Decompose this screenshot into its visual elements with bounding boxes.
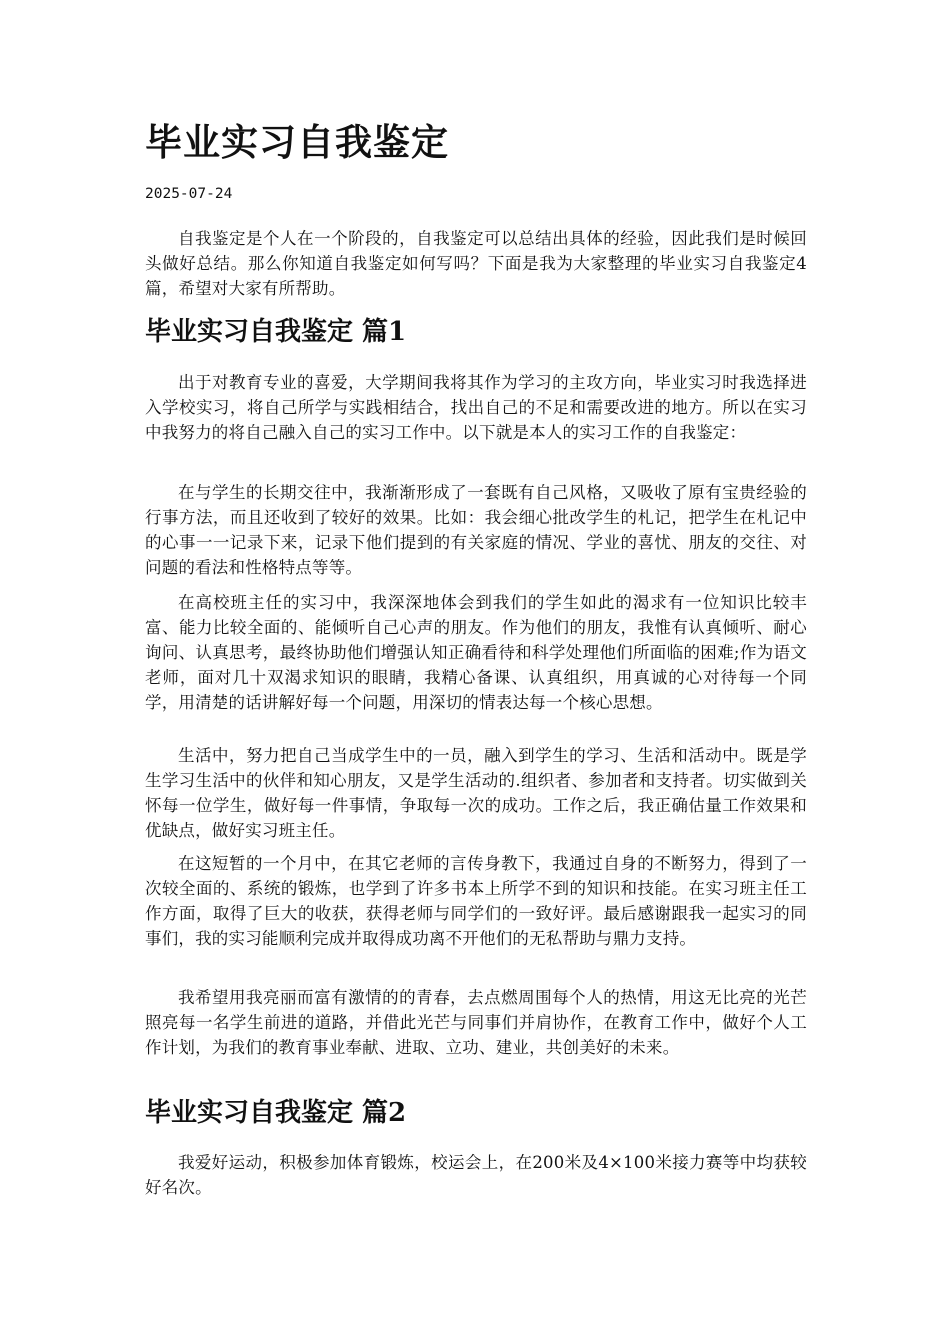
body-paragraph: 生活中，努力把自己当成学生中的一员，融入到学生的学习、生活和活动中。既是学生学习生活中的伙伴和知心朋友，又是学生活动的.组织者、参加者和支持者。切实做到关怀每一位学生，做好每一件事情，争取每一次的成功。工作之后，我正确估量工作效果和优缺点，做好实习班主任。 — [145, 746, 807, 840]
body-paragraph: 在高校班主任的实习中，我深深地体会到我们的学生如此的渴求有一位知识比较丰富、能力比较全面的、能倾听自己心声的朋友。作为他们的朋友，我惟有认真倾听、耐心询问、认真思考，最终协助他们增强认知正确看待和科学处理他们所面临的困难;作为语文老师，面对几十双渴求知识的眼睛，我精心备课、认真组织，用真诚的心对待每一个同学，用清楚的话讲解好每一个问题，用深切的情表达每一个核心思想。 — [145, 593, 807, 712]
intro-block — [145, 226, 807, 301]
section-heading: 毕业实习自我鉴定 篇1 — [145, 317, 407, 347]
body-paragraph: 我爱好运动，积极参加体育锻炼，校运会上，在200米及4×100米接力赛等中均获较好名次。 — [145, 1153, 807, 1197]
section-1-paragraph-4 — [145, 743, 807, 843]
section-2-heading-block — [145, 1095, 807, 1131]
section-1-paragraph-5 — [145, 851, 807, 951]
body-paragraph: 在与学生的长期交往中，我渐渐形成了一套既有自己风格，又吸收了原有宝贵经验的行事方法，而且还收到了较好的效果。比如：我会细心批改学生的札记，把学生在札记中的心事一一记录下来，记录下他们提到的有关家庭的情况、学业的喜忧、朋友的交往、对问题的看法和性格特点等等。 — [145, 483, 807, 577]
document-title: 毕业实习自我鉴定 — [145, 120, 449, 164]
section-1-paragraph-6 — [145, 985, 807, 1060]
document-date: 2025-07-24 — [145, 186, 233, 202]
body-paragraph: 出于对教育专业的喜爱，大学期间我将其作为学习的主攻方向，毕业实习时我选择进入学校实习，将自己所学与实践相结合，找出自己的不足和需要改进的地方。所以在实习中我努力的将自己融入自己的实习工作中。以下就是本人的实习工作的自我鉴定： — [145, 373, 807, 442]
section-1-heading-block — [145, 314, 807, 350]
section-1-paragraph-3 — [145, 590, 807, 715]
section-2-paragraph-1 — [145, 1150, 807, 1200]
section-1-paragraph-2 — [145, 480, 807, 580]
intro-paragraph: 自我鉴定是个人在一个阶段的，自我鉴定可以总结出具体的经验，因此我们是时候回头做好总结。那么你知道自我鉴定如何写吗？下面是我为大家整理的毕业实习自我鉴定4篇，希望对大家有所帮助。 — [145, 229, 807, 298]
section-1-paragraph-1 — [145, 370, 807, 445]
body-paragraph: 我希望用我亮丽而富有激情的的青春，去点燃周围每个人的热情，用这无比亮的光芒照亮每一名学生前进的道路，并借此光芒与同事们并肩协作，在教育工作中，做好个人工作计划，为我们的教育事业奉献、进取、立功、建业，共创美好的未来。 — [145, 988, 807, 1057]
section-heading: 毕业实习自我鉴定 篇2 — [145, 1098, 407, 1128]
body-paragraph: 在这短暂的一个月中，在其它老师的言传身教下，我通过自身的不断努力，得到了一次较全面的、系统的锻炼，也学到了许多书本上所学不到的知识和技能。在实习班主任工作方面，取得了巨大的收获，获得老师与同学们的一致好评。最后感谢跟我一起实习的同事们，我的实习能顺利完成并取得成功离不开他们的无私帮助与鼎力支持。 — [145, 854, 807, 948]
